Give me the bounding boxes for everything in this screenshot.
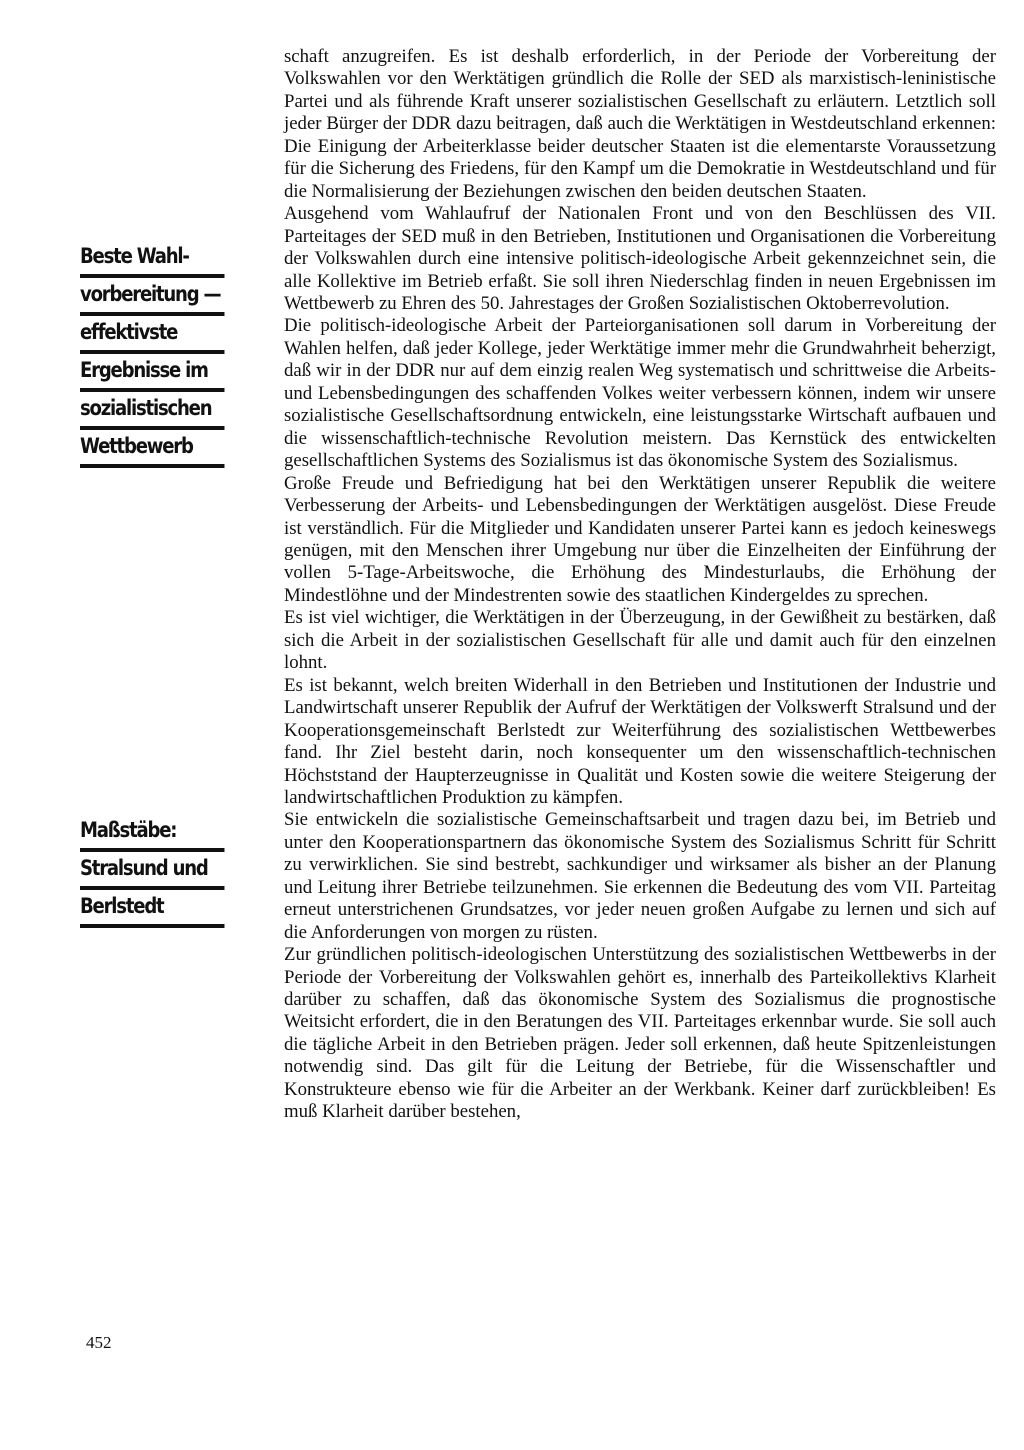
paragraph: Zur gründlichen politisch-ideologischen Unterstützung des sozialistischen Wettbewerbs in der Periode der Vorbereitung der Volkswahlen gehört es, innerhalb des Parteikollektivs Klarheit darüber zu schaffen, daß das ökonomische System des Sozialismus die prognostische Weitsicht erfordert, die in den Beratungen des VII. Parteitages erkennbar wurde. Sie soll auch die tägliche Arbeit in den Betrieben prägen. Jeder soll erkennen, daß heute Spitzenleistungen notwendig sind. Das gilt für die Leitung der Betriebe, für die Wissenschaftler und Konstrukteure ebenso wie für die Arbeiter an der Werkbank. Keiner darf zurückbleiben! Es muß Klarheit darüber bestehen, <box>284 944 996 1123</box>
margin-heading-line: effektivste <box>80 316 224 354</box>
paragraph: Es ist viel wichtiger, die Werktätigen in der Überzeugung, in der Gewißheit zu bestärken, daß sich die Arbeit in der sozialistischen Gesellschaft für alle und damit auch für den einzelnen lohnt. <box>284 607 996 674</box>
margin-heading-line: Ergebnisse im <box>80 354 224 392</box>
paragraph: schaft anzugreifen. Es ist deshalb erforderlich, in der Periode der Vorbereitung der Volkswahlen vor den Werktätigen gründlich die Rolle der SED als marxistisch-leninistische Partei und als führende Kraft unserer sozialistischen Gesellschaft zu erläutern. Letztlich soll jeder Bürger der DDR dazu beitragen, daß auch die Werktätigen in Westdeutschland erkennen: Die Einigung der Arbeiterklasse beider deutscher Staaten ist die elementarste Voraussetzung für die Sicherung des Friedens, für den Kampf um die Demokratie in Westdeutschland und für die Normalisierung der Beziehungen zwischen den beiden deutschen Staaten. <box>284 46 996 202</box>
margin-heading-line: Berlstedt <box>80 890 224 928</box>
body-text <box>284 46 996 1124</box>
margin-heading-line: Wettbewerb <box>80 430 224 468</box>
page-number: 452 <box>86 1333 112 1352</box>
margin-heading-line: vorbereitung — <box>80 278 224 316</box>
margin-heading-massstaebe <box>80 814 224 928</box>
margin-heading-line: Beste Wahl- <box>80 240 224 278</box>
paragraph: Große Freude und Befriedigung hat bei den Werktätigen unserer Republik die weitere Verbesserung der Arbeits- und Lebensbedingungen der Werktätigen ausgelöst. Diese Freude ist verständlich. Für die Mitglieder und Kandidaten unserer Partei kann es jedoch keineswegs genügen, mit den Menschen ihrer Umgebung nur über die Einzelheiten der Einführung der vollen 5-Tage-Arbeitswoche, die Erhöhung des Mindesturlaubs, die Erhöhung der Mindestlöhne und der Mindestrenten sowie des staatlichen Kindergeldes zu sprechen. <box>284 472 996 606</box>
margin-heading-line: sozialistischen <box>80 392 224 430</box>
paragraph: Sie entwickeln die sozialistische Gemeinschaftsarbeit und tragen dazu bei, im Betrieb und unter den Kooperationspartnern das ökonomische System des Sozialismus Schritt für Schritt zu verwirklichen. Sie sind bestrebt, sachkundiger und wirksamer als bisher an der Planung und Leitung ihrer Betriebe teilzunehmen. Sie erkennen die Bedeutung des vom VII. Parteitag erneut unterstrichenen Grundsatzes, vor jeder neuen großen Aufgabe zu lernen und sich auf die Anforderungen von morgen zu rüsten. <box>284 809 996 943</box>
paragraph: Es ist bekannt, welch breiten Widerhall in den Betrieben und Institutionen der Industrie und Landwirtschaft unserer Republik der Aufruf der Werktätigen der Volkswerft Stralsund und der Kooperationsgemeinschaft Berlstedt zur Weiterführung des sozialistischen Wettbewerbes fand. Ihr Ziel besteht darin, noch konsequenter um den wissenschaftlich-technischen Höchststand der Haupterzeugnisse in Qualität und Kosten sowie die weitere Steigerung der landwirtschaftlichen Produktion zu kämpfen. <box>284 674 996 808</box>
margin-heading-line: Stralsund und <box>80 852 224 890</box>
margin-heading-line: Maßstäbe: <box>80 814 224 852</box>
margin-heading-wahlvorbereitung <box>80 240 224 468</box>
paragraph: Die politisch-ideologische Arbeit der Parteiorganisationen soll darum in Vorbereitung der Wahlen helfen, daß jeder Kollege, jeder Werktätige immer mehr die Grundwahrheit beherzigt, daß wir in der DDR nur auf dem einzig realen Weg systematisch und schrittweise die Arbeits- und Lebensbedingungen des schaffenden Volkes weiter verbessern können, indem wir unsere sozialistische Gesellschaftsordnung entwickeln, eine leistungsstarke Wirtschaft aufbauen und die wissenschaftlich-technische Revolution meistern. Das Kernstück des entwickelten gesellschaftlichen Systems des Sozialismus ist das ökonomische System des Sozialismus. <box>284 315 996 472</box>
paragraph: Ausgehend vom Wahlaufruf der Nationalen Front und von den Beschlüssen des VII. Parteitages der SED muß in den Betrieben, Institutionen und Organisationen die Vorbereitung der Volkswahlen durch eine intensive politisch-ideologische Arbeit gekennzeichnet sein, die alle Kollektive im Betrieb erfaßt. Sie soll ihren Niederschlag finden in neuen Ergebnissen im Wettbewerb zu Ehren des 50. Jahrestages der Großen Sozialistischen Oktoberrevolution. <box>284 203 996 314</box>
